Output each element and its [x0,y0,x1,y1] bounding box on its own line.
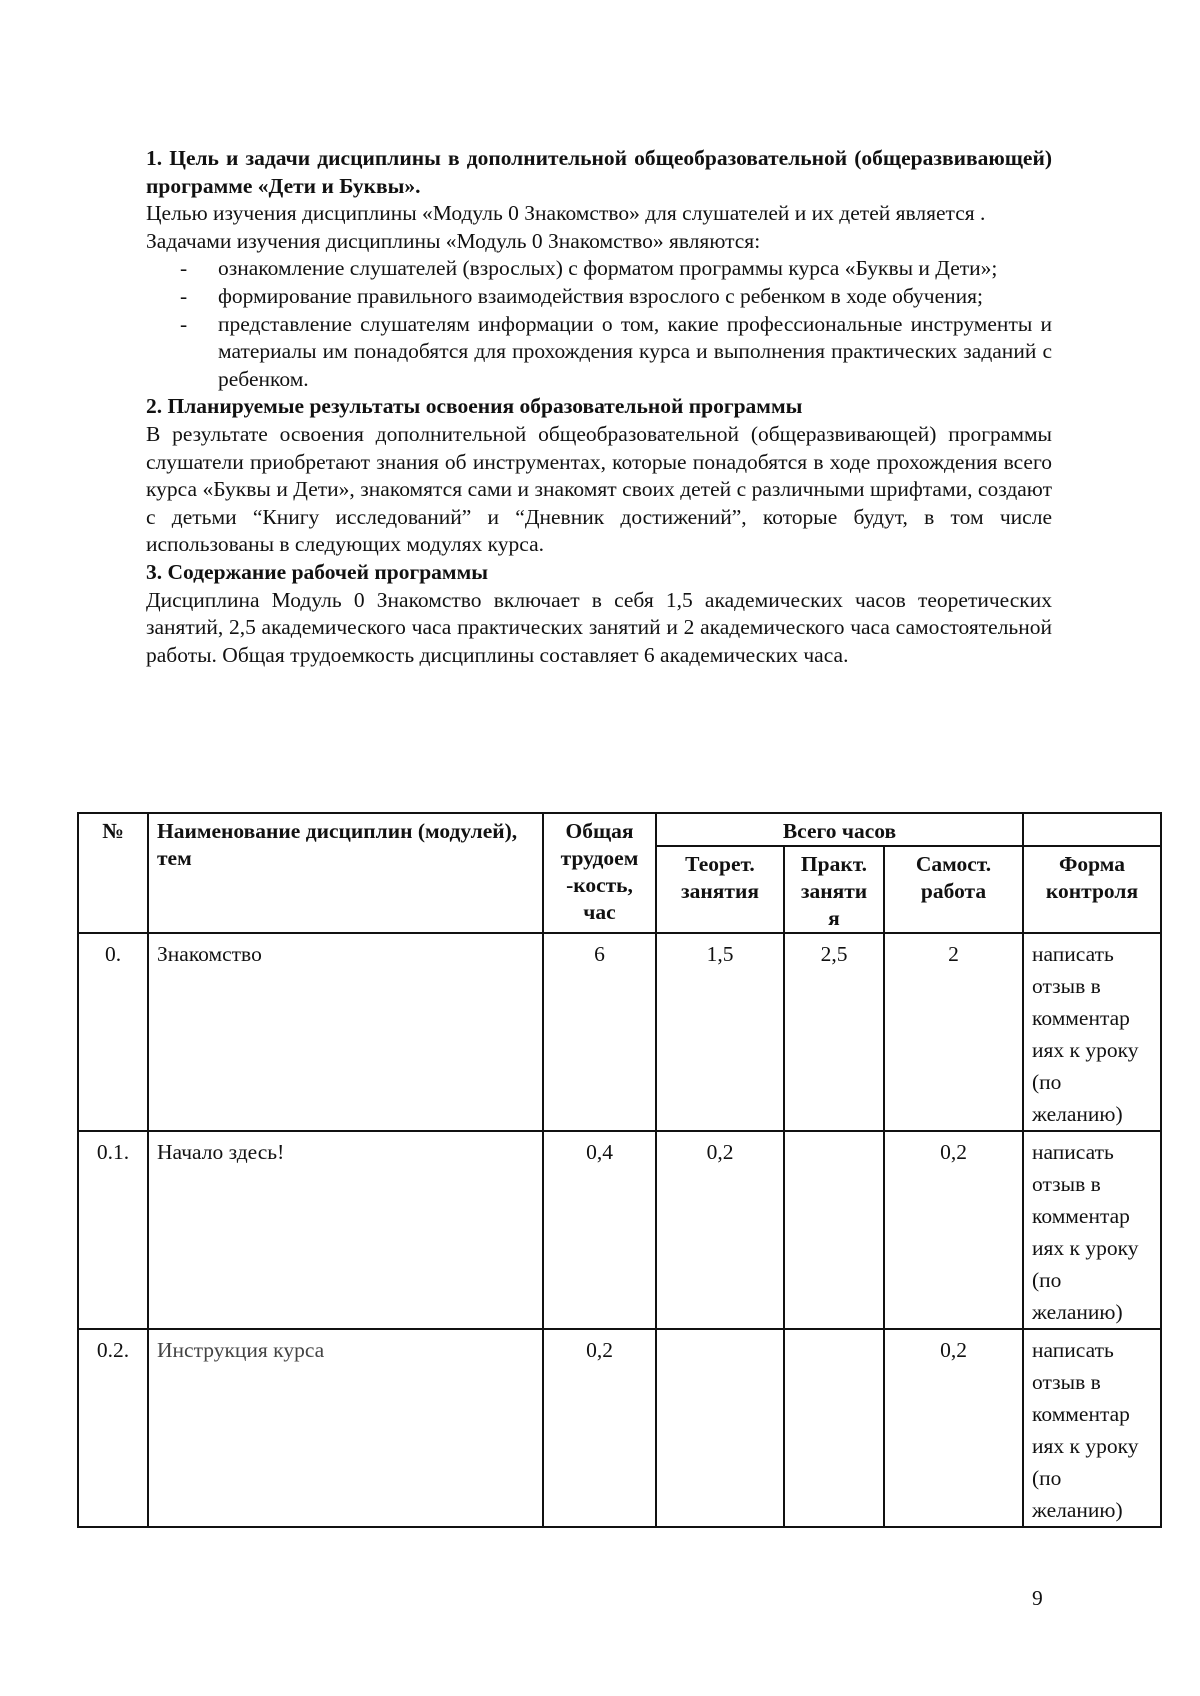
task-item: - представление слушателям информации о том, какие профессиональные инструменты и материалы им понадобятся для прохождения курса и выполнения практических заданий с ребенком. [180,311,1052,391]
content-paragraph: Дисциплина Модуль 0 Знакомство включает в себя 1,5 академических часов теоретических занятий, 2,5 академического часа практических занятий и 2 академического часа самостоятельной работы. Общая трудоемкость дисциплины составляет 6 академических часа. [146,587,1052,667]
results-paragraph: В результате освоения дополнительной общеобразовательной (общеразвивающей) программы слушатели приобретают знания об инструментах, которые понадобятся в ходе прохождения всего курса «Буквы и Дети», знакомятся сами и знакомят своих детей с различными шрифтами, создают с детьми “Книгу исследований” и “Дневник достижений”, которые будут, в том числе использованы в следующих модулях курса. [146,421,1052,557]
body-text [146,145,1052,669]
cell-form: написать отзыв в комментар иях к уроку (по желанию) [1023,933,1161,1131]
cell-num: 0.1. [78,1131,148,1329]
header-hours-group: Всего часов [656,813,1023,846]
dash-bullet-icon: - [180,283,188,308]
curriculum-table [77,812,1162,1528]
cell-teor [656,1329,784,1527]
header-prakt: Практ. заняти я [784,846,884,933]
cell-prakt: 2,5 [784,933,884,1131]
table-row [78,933,1161,1131]
header-empty [1023,813,1161,846]
cell-num: 0. [78,933,148,1131]
task-item: - ознакомление слушателей (взрослых) с форматом программы курса «Буквы и Дети»; [218,255,1052,283]
cell-sam: 2 [884,933,1023,1131]
header-sam: Самост. работа [884,846,1023,933]
cell-name: Инструкция курса [148,1329,543,1527]
table-header-row [78,813,1161,846]
cell-prakt [784,1131,884,1329]
cell-form: написать отзыв в комментар иях к уроку (по желанию) [1023,1329,1161,1527]
cell-teor: 0,2 [656,1131,784,1329]
goal-paragraph: Целью изучения дисциплины «Модуль 0 Знакомство» для слушателей и их детей является . [146,201,986,226]
cell-teor: 1,5 [656,933,784,1131]
cell-total: 0,4 [543,1131,656,1329]
cell-name: Начало здесь! [148,1131,543,1329]
dash-bullet-icon: - [180,311,188,336]
section-3-heading: 3. Содержание рабочей программы [146,559,489,584]
tasks-intro: Задачами изучения дисциплины «Модуль 0 Знакомство» являются: [146,228,761,253]
tasks-list [146,255,1052,393]
section-1-heading: 1. Цель и задачи дисциплины в дополнительной общеобразовательной (общеразвивающей) программе «Дети и Буквы». [146,146,1052,198]
cell-sam: 0,2 [884,1131,1023,1329]
header-name: Наименование дисциплин (модулей), тем [148,813,543,933]
cell-form: написать отзыв в комментар иях к уроку (по желанию) [1023,1131,1161,1329]
cell-name: Знакомство [148,933,543,1131]
cell-num: 0.2. [78,1329,148,1527]
header-total: Общая трудоем -кость, час [543,813,656,933]
page-number: 9 [1032,1586,1043,1610]
header-teor: Теорет. занятия [656,846,784,933]
section-2-heading: 2. Планируемые результаты освоения образовательной программы [146,394,803,419]
cell-sam: 0,2 [884,1329,1023,1527]
header-num: № [78,813,148,933]
dash-bullet-icon: - [180,256,188,281]
cell-total: 0,2 [543,1329,656,1527]
cell-prakt [784,1329,884,1527]
table-row [78,1329,1161,1527]
header-form: Форма контроля [1023,846,1161,933]
cell-total: 6 [543,933,656,1131]
table-row [78,1131,1161,1329]
task-item: - формирование правильного взаимодействия взрослого с ребенком в ходе обучения; [218,283,1052,311]
